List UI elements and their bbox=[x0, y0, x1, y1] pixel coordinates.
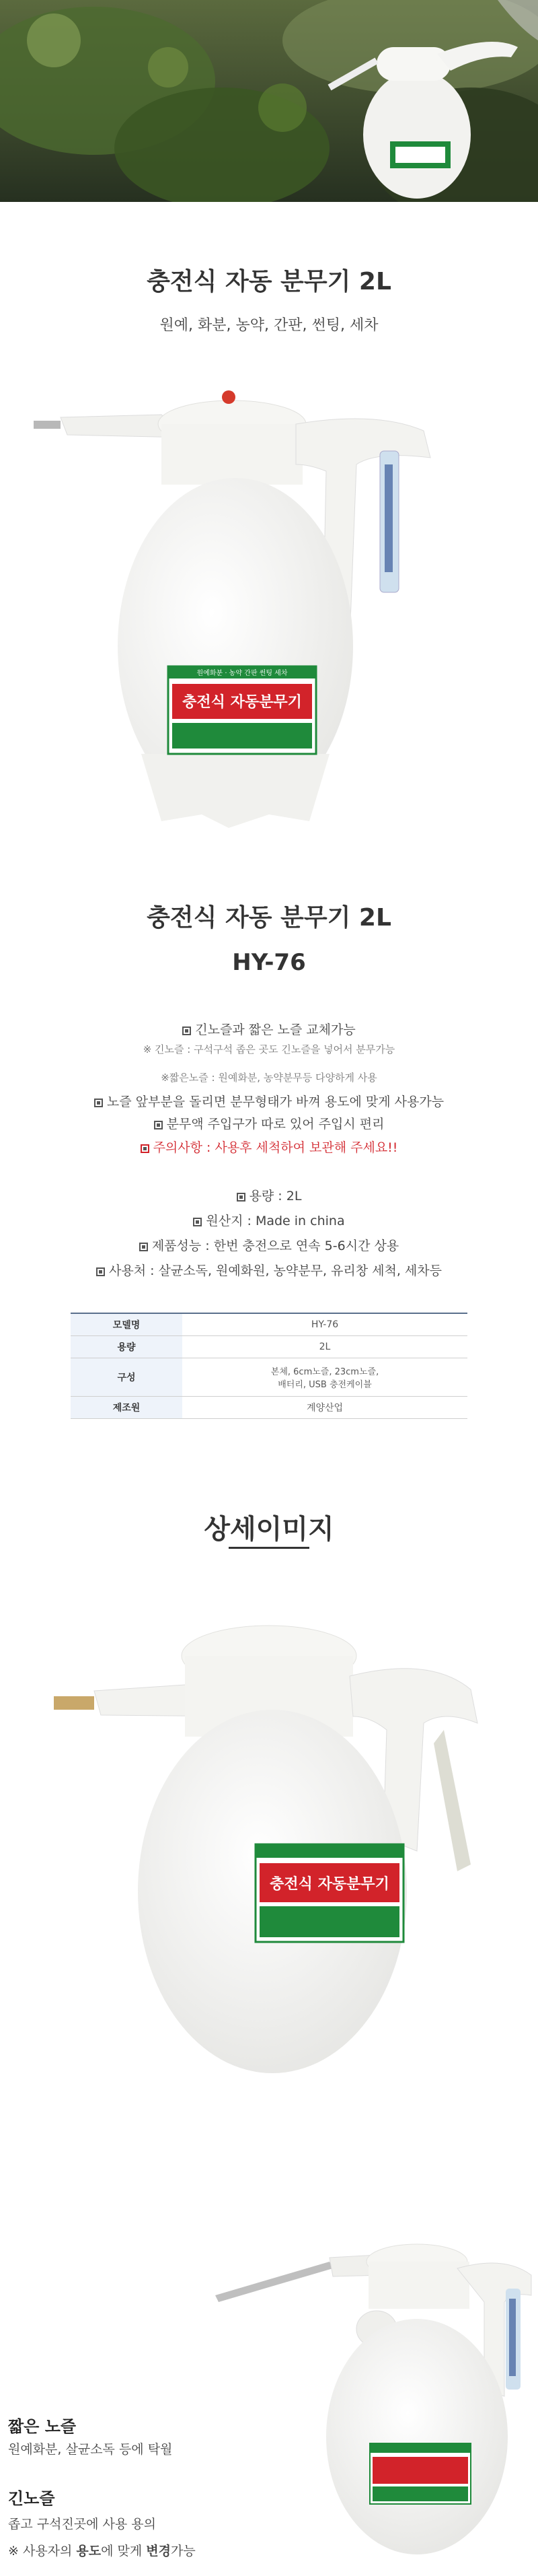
table-row: 구성 본체, 6cm노즐, 23cm노즐, 배터리, USB 충전케이블 bbox=[71, 1358, 467, 1397]
info-title: 충전식 자동 분무기 2L bbox=[147, 904, 391, 932]
note-long-nozzle: ※ 긴노즐 : 구석구석 좁은 곳도 긴노즐을 넣어서 분무가능 bbox=[143, 1043, 395, 1055]
detail-heading: 상세이미지 bbox=[204, 1514, 334, 1545]
bullet-icon bbox=[193, 1218, 202, 1226]
feature-inlet: 분무액 주입구가 따로 있어 주입시 편리 bbox=[0, 1114, 538, 1132]
feature-spray-pattern: 노즐 앞부분을 돌리면 분무형태가 바껴 용도에 맞게 사용가능 bbox=[0, 1092, 538, 1110]
feature-caution: 주의사항 : 사용후 세척하여 보관해 주세요!! bbox=[0, 1138, 538, 1156]
spec-usage: 사용처 : 살균소독, 원예화원, 농약분무, 유리창 세척, 세차등 bbox=[0, 1261, 538, 1279]
spec-origin: 원산지 : Made in china bbox=[0, 1211, 538, 1229]
spec-capacity: 용량 : 2L bbox=[0, 1186, 538, 1204]
spec-table bbox=[71, 1314, 467, 1419]
table-row: 용량 2L bbox=[71, 1336, 467, 1358]
product-image-long-nozzle bbox=[215, 2215, 538, 2558]
page-title: 충전식 자동 분무기 2L bbox=[147, 268, 391, 295]
short-nozzle-desc: 원예화분, 살균소독 등에 탁월 bbox=[8, 2442, 173, 2457]
feature-nozzle: 긴노즐과 짧은 노즐 교체가능 bbox=[0, 1020, 538, 1038]
sprayer-long-nozzle-illustration bbox=[215, 2215, 538, 2558]
label-top-line: 원예화분 · 농약 간판 썬팅 세차 bbox=[196, 670, 288, 677]
long-nozzle-desc: 좁고 구석진곳에 사용 용의 bbox=[8, 2517, 157, 2532]
table-row: 모델명 HY-76 bbox=[71, 1314, 467, 1336]
long-nozzle-title: 긴노즐 bbox=[8, 2489, 55, 2508]
detail-product-label bbox=[256, 1844, 404, 1942]
detail-underline bbox=[229, 1547, 309, 1549]
bullet-icon bbox=[139, 1243, 148, 1251]
sprayer-detail-illustration bbox=[40, 1582, 511, 2080]
table-row: 제조원 계양산업 bbox=[71, 1397, 467, 1419]
note-short-nozzle: ※짧은노즐 : 원예화분, 농약분무등 다양하게 사용 bbox=[161, 1072, 377, 1084]
product-image-detail bbox=[40, 1582, 511, 2080]
product-image-main bbox=[27, 350, 511, 848]
bullet-icon bbox=[94, 1099, 103, 1107]
bullet-icon bbox=[237, 1193, 245, 1202]
bullet-icon bbox=[141, 1144, 149, 1153]
product-label bbox=[168, 666, 316, 754]
hero-garden-scene bbox=[0, 0, 538, 202]
detail-label-brand: 충전식 자동분무기 bbox=[270, 1876, 389, 1893]
label-brand: 충전식 자동분무기 bbox=[182, 694, 302, 711]
short-nozzle-title: 짧은 노즐 bbox=[8, 2417, 77, 2436]
usage-note: ※ 사용자의 용도에 맞게 변경가능 bbox=[8, 2544, 196, 2558]
long-nozzle-product-label bbox=[370, 2443, 471, 2504]
bullet-icon bbox=[96, 1267, 105, 1276]
model-number: HY-76 bbox=[232, 949, 306, 976]
spec-table-wrap bbox=[71, 1313, 467, 1419]
hero-photo bbox=[0, 0, 538, 202]
sprayer-illustration bbox=[27, 350, 511, 848]
page-subtitle: 원예, 화분, 농약, 간판, 썬팅, 세차 bbox=[159, 317, 379, 334]
bullet-icon bbox=[154, 1121, 163, 1129]
bullet-icon bbox=[182, 1026, 191, 1035]
spec-performance: 제품성능 : 한번 충전으로 연속 5-6시간 상용 bbox=[0, 1236, 538, 1254]
